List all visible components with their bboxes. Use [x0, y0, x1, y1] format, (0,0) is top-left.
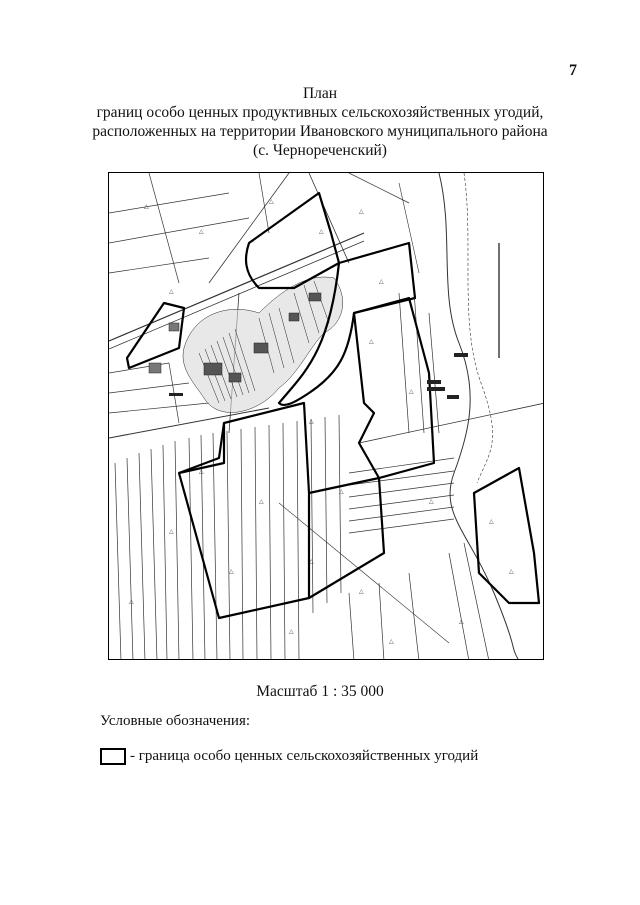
svg-text:△: △: [409, 388, 414, 395]
svg-text:△: △: [429, 498, 434, 505]
svg-text:△: △: [169, 528, 174, 535]
cadastral-map: [108, 172, 544, 660]
valuable-land-boundaries: [127, 193, 539, 618]
title-line-village: (с. Чернореченский): [253, 142, 387, 159]
map-canvas: [109, 173, 544, 660]
svg-text:△: △: [259, 498, 264, 505]
svg-text:△: △: [229, 568, 234, 575]
svg-text:△: △: [309, 418, 314, 425]
svg-text:△: △: [359, 588, 364, 595]
svg-text:△: △: [144, 203, 149, 210]
field-markers: [129, 198, 514, 645]
svg-text:△: △: [379, 278, 384, 285]
svg-text:△: △: [369, 338, 374, 345]
svg-text:△: △: [129, 598, 134, 605]
document-title: [0, 84, 640, 160]
title-line-location: расположенных на территории Ивановского муниципального района: [92, 123, 548, 140]
title-line-plan: План: [302, 85, 338, 102]
title-line-subject: границ особо ценных продуктивных сельскохозяйственных угодий,: [96, 104, 544, 121]
svg-text:△: △: [309, 558, 314, 565]
map-scale-label: Масштаб 1 : 35 000: [256, 683, 384, 700]
svg-text:△: △: [509, 568, 514, 575]
svg-text:△: △: [199, 228, 204, 235]
svg-text:△: △: [319, 228, 324, 235]
legend-item-label: - граница особо ценных сельскохозяйственных угодий: [130, 748, 479, 764]
boundary-rectangle-icon: [100, 748, 126, 765]
svg-text:△: △: [359, 208, 364, 215]
svg-text:△: △: [269, 198, 274, 205]
page-number: 7: [569, 62, 577, 79]
legend-title: Условные обозначения:: [100, 713, 251, 729]
svg-text:△: △: [389, 638, 394, 645]
svg-text:△: △: [339, 488, 344, 495]
svg-text:△: △: [489, 518, 494, 525]
svg-text:△: △: [169, 288, 174, 295]
village-settlement-area: [149, 277, 343, 412]
svg-text:△: △: [289, 628, 294, 635]
svg-text:△: △: [199, 468, 204, 475]
legend-item: [100, 748, 478, 765]
svg-text:△: △: [459, 618, 464, 625]
